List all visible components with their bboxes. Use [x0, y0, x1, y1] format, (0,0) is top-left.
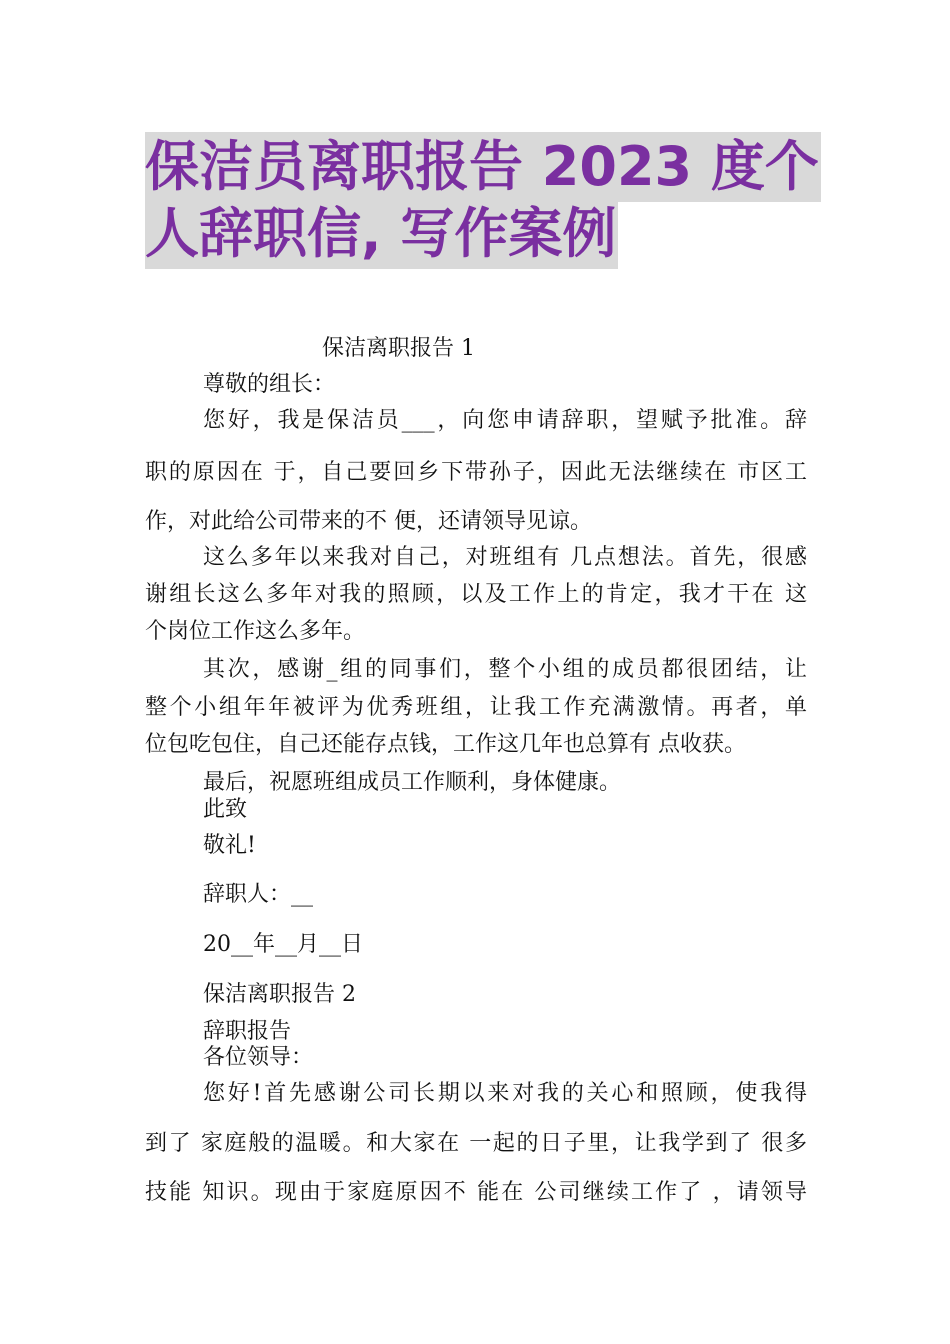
section1-p4: 最后，祝愿班组成员工作顺利，身体健康。	[203, 770, 622, 795]
section2-heading: 保洁离职报告 2	[203, 982, 356, 1007]
section1-p2-line3: 个岗位工作这么多年。	[145, 619, 366, 644]
signer-line: 辞职人：__	[203, 882, 314, 907]
section1-salutation: 尊敬的组长：	[203, 372, 336, 397]
section2-p1-line3: 技能 知识。现由于家庭原因不 能在 公司继续工作了 ，请领导	[145, 1180, 807, 1205]
title-line-1: 保洁员离职报告 2023 度个	[145, 132, 821, 202]
section1-p3-line3: 位包吃包住，自己还能存点钱，工作这几年也总算有 点收获。	[145, 732, 746, 757]
section1-p1-line2: 职的原因在 于，自己要回乡下带孙子，因此无法继续在 市区工	[145, 460, 807, 485]
section1-p1-line1: 您好，我是保洁员___，向您申请辞职，望赋予批准。辞	[203, 408, 807, 433]
section2-salutation: 各位领导：	[203, 1045, 314, 1070]
section1-p1-line3: 作，对此给公司带来的不 便，还请领导见谅。	[145, 509, 592, 534]
date-line: 20__年__月__日	[203, 932, 363, 957]
section1-p3-line2: 整个小组年年被评为优秀班组，让我工作充满激情。再者，单	[145, 695, 807, 720]
closing-line-1: 此致	[203, 797, 248, 822]
section1-p2-line2: 谢组长这么多年对我的照顾，以及工作上的肯定，我才干在 这	[145, 582, 807, 607]
section2-subheading: 辞职报告	[203, 1019, 292, 1044]
title-line-2: 人辞职信, 写作案例	[145, 199, 618, 269]
section1-heading: 保洁离职报告 1	[322, 336, 475, 361]
section1-p2-line1: 这么多年以来我对自己，对班组有 几点想法。首先，很感	[203, 545, 807, 570]
section2-p1-line2: 到了 家庭般的温暖。和大家在 一起的日子里，让我学到了 很多	[145, 1131, 807, 1156]
section1-p3-line1: 其次，感谢_组的同事们，整个小组的成员都很团结，让	[203, 657, 807, 682]
closing-line-2: 敬礼!	[203, 833, 256, 858]
section2-p1-line1: 您好!首先感谢公司长期以来对我的关心和照顾，使我得	[203, 1081, 807, 1106]
